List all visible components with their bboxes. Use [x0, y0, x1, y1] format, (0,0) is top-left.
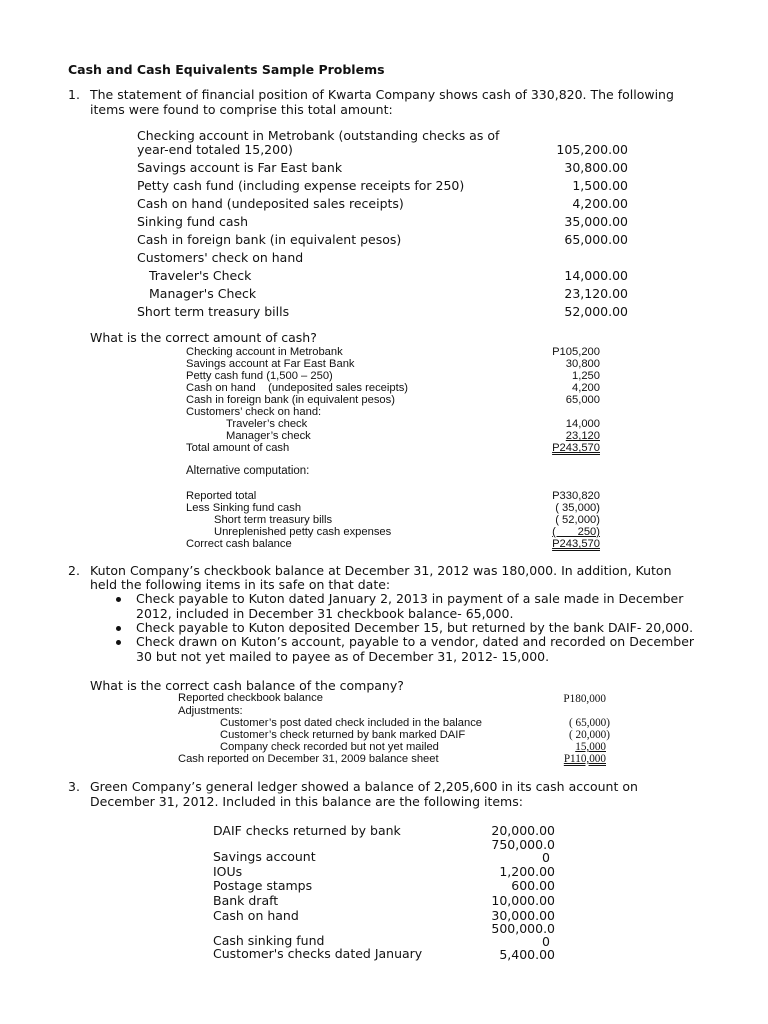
- p1-question: What is the correct amount of cash?: [90, 330, 317, 345]
- p1-solution-label: Checking account in Metrobank: [186, 346, 343, 358]
- p1-alt-value: ( 35,000): [555, 502, 600, 514]
- p2-solution-value: P180,000: [563, 693, 606, 705]
- p1-item-label: Traveler's Check: [149, 268, 252, 283]
- problem-1-text-line1: The statement of financial position of Kwarta Company shows cash of 330,820. The following: [90, 87, 674, 102]
- p2-solution-label: Cash reported on December 31, 2009 balance sheet: [178, 753, 439, 765]
- p3-item-value: 30,000.00: [491, 908, 555, 923]
- p1-item-label: Checking account in Metrobank (outstanding checks as of: [137, 128, 500, 143]
- p2-solution-label: Customer’s post dated check included in the balance: [220, 717, 483, 729]
- p3-item-value: 0: [542, 850, 550, 865]
- p1-item-label: year-end totaled 15,200): [137, 142, 293, 157]
- p1-solution-label: Traveler’s check: [226, 418, 308, 430]
- p1-solution-value: 14,000: [565, 418, 600, 430]
- p1-alt-label: Short term treasury bills: [214, 514, 333, 526]
- p3-item-label: Cash on hand: [213, 908, 299, 923]
- p1-solution-label: Cash in foreign bank (in equivalent pesos): [186, 394, 395, 406]
- p1-item-label: Petty cash fund (including expense receipts for 250): [137, 178, 465, 193]
- p1-item-label: Short term treasury bills: [137, 304, 290, 319]
- p2-solution-value: ( 20,000): [568, 729, 610, 741]
- p2-bullet-text: 30 but not yet mailed to payee as of December 31, 2012- 15,000.: [136, 649, 550, 664]
- p3-item-label: Bank draft: [213, 893, 279, 908]
- p3-item-label: Postage stamps: [213, 878, 313, 893]
- p1-item-value: 35,000.00: [564, 214, 628, 229]
- p2-solution-value: 15,000: [575, 741, 606, 753]
- p3-item-value: 750,000.0: [491, 837, 555, 852]
- problem-3-text-line2: December 31, 2012. Included in this balance are the following items:: [90, 794, 523, 809]
- p2-solution-total: P110,000: [563, 753, 606, 765]
- p2-bullet-text: Check payable to Kuton deposited December 15, but returned by the bank DAIF- 20,000.: [136, 620, 694, 635]
- page-title: Cash and Cash Equivalents Sample Problems: [68, 62, 385, 77]
- p1-alt-label: Correct cash balance: [186, 538, 292, 550]
- p3-item-value: 10,000.00: [491, 893, 555, 908]
- p1-solution-value: 30,800: [565, 358, 600, 370]
- p1-item-label: Customers' check on hand: [137, 250, 304, 265]
- p1-item-value: 65,000.00: [564, 232, 628, 247]
- p1-alt-value: P330,820: [552, 490, 600, 502]
- p1-solution-value: 65,000: [565, 394, 600, 406]
- p1-alt-label: Reported total: [186, 490, 257, 502]
- p1-solution-total: P243,570: [552, 442, 600, 454]
- bullet-icon: [116, 626, 121, 631]
- p2-solution-label: Reported checkbook balance: [178, 692, 323, 704]
- p1-alt-value: ( 250): [552, 526, 600, 538]
- p1-solution-value: 4,200: [572, 382, 600, 394]
- p1-item-label: Manager's Check: [149, 286, 257, 301]
- p1-alt-total: P243,570: [552, 538, 600, 550]
- p1-item-value: 4,200.00: [572, 196, 628, 211]
- p3-item-label: Cash sinking fund: [213, 933, 325, 948]
- p1-item-label: Cash in foreign bank (in equivalent pesos): [137, 232, 402, 247]
- p1-item-label: Savings account is Far East bank: [137, 160, 343, 175]
- p3-item-label: DAIF checks returned by bank: [213, 823, 401, 838]
- p1-alt-value: ( 52,000): [555, 514, 600, 526]
- problem-2-number: 2.: [68, 563, 80, 578]
- p2-solution-value: ( 65,000): [568, 717, 610, 729]
- p1-solution-label: Total amount of cash: [186, 442, 290, 454]
- p2-bullet-text: Check drawn on Kuton’s account, payable to a vendor, dated and recorded on December: [136, 634, 695, 649]
- p1-alt-label: Less Sinking fund cash: [186, 502, 302, 514]
- p2-bullet-text: 2012, included in December 31 checkbook balance- 65,000.: [136, 606, 514, 621]
- p1-solution-value: P105,200: [552, 346, 600, 358]
- p3-item-value: 600.00: [511, 878, 555, 893]
- problem-3-number: 3.: [68, 779, 80, 794]
- p1-alt-label: Unreplenished petty cash expenses: [214, 526, 392, 538]
- p3-item-label: Customer's checks dated January: [213, 946, 423, 961]
- problem-2-text-line1: Kuton Company’s checkbook balance at December 31, 2012 was 180,000. In addition, Kuton: [90, 563, 672, 578]
- problem-1-text-line2: items were found to comprise this total amount:: [90, 102, 393, 117]
- p1-item-value: 14,000.00: [564, 268, 628, 283]
- p1-solution-label: Petty cash fund (1,500 – 250): [186, 370, 333, 382]
- p1-item-value: 1,500.00: [572, 178, 628, 193]
- p1-solution-label: Manager’s check: [226, 430, 311, 442]
- p3-item-value: 20,000.00: [491, 823, 555, 838]
- problem-1-number: 1.: [68, 87, 80, 102]
- p1-item-label: Cash on hand (undeposited sales receipts): [137, 196, 404, 211]
- p1-item-value: 30,800.00: [564, 160, 628, 175]
- p1-solution-value: 23,120: [565, 430, 600, 442]
- p1-alt-title: Alternative computation:: [186, 465, 310, 477]
- p1-solution-value: 1,250: [572, 370, 600, 382]
- p3-item-value: 500,000.0: [491, 921, 555, 936]
- p1-solution-label: Cash on hand (undeposited sales receipts): [186, 382, 409, 394]
- p1-solution-label: Customers’ check on hand:: [186, 406, 322, 418]
- problem-3-text-line1: Green Company’s general ledger showed a balance of 2,205,600 in its cash account on: [90, 779, 638, 794]
- p1-item-value: 23,120.00: [564, 286, 628, 301]
- problem-2-text-line2: held the following items in its safe on that date:: [90, 577, 391, 592]
- bullet-icon: [116, 597, 121, 602]
- p2-question: What is the correct cash balance of the company?: [90, 678, 404, 693]
- p2-solution-label: Adjustments:: [178, 705, 243, 717]
- p3-item-label: Savings account: [213, 849, 316, 864]
- p3-item-value: 0: [542, 934, 550, 949]
- p1-item-value: 52,000.00: [564, 304, 628, 319]
- p2-solution-label: Customer’s check returned by bank marked DAIF: [220, 729, 466, 741]
- bullet-icon: [116, 640, 121, 645]
- p2-solution-label: Company check recorded but not yet mailed: [220, 741, 439, 753]
- p1-item-label: Sinking fund cash: [137, 214, 248, 229]
- p3-item-value: 5,400.00: [499, 947, 555, 962]
- p3-item-value: 1,200.00: [499, 864, 555, 879]
- p3-item-label: IOUs: [213, 864, 243, 879]
- p1-solution-label: Savings account at Far East Bank: [186, 358, 355, 370]
- p2-bullet-text: Check payable to Kuton dated January 2, 2013 in payment of a sale made in December: [136, 591, 684, 606]
- p1-item-value: 105,200.00: [556, 142, 628, 157]
